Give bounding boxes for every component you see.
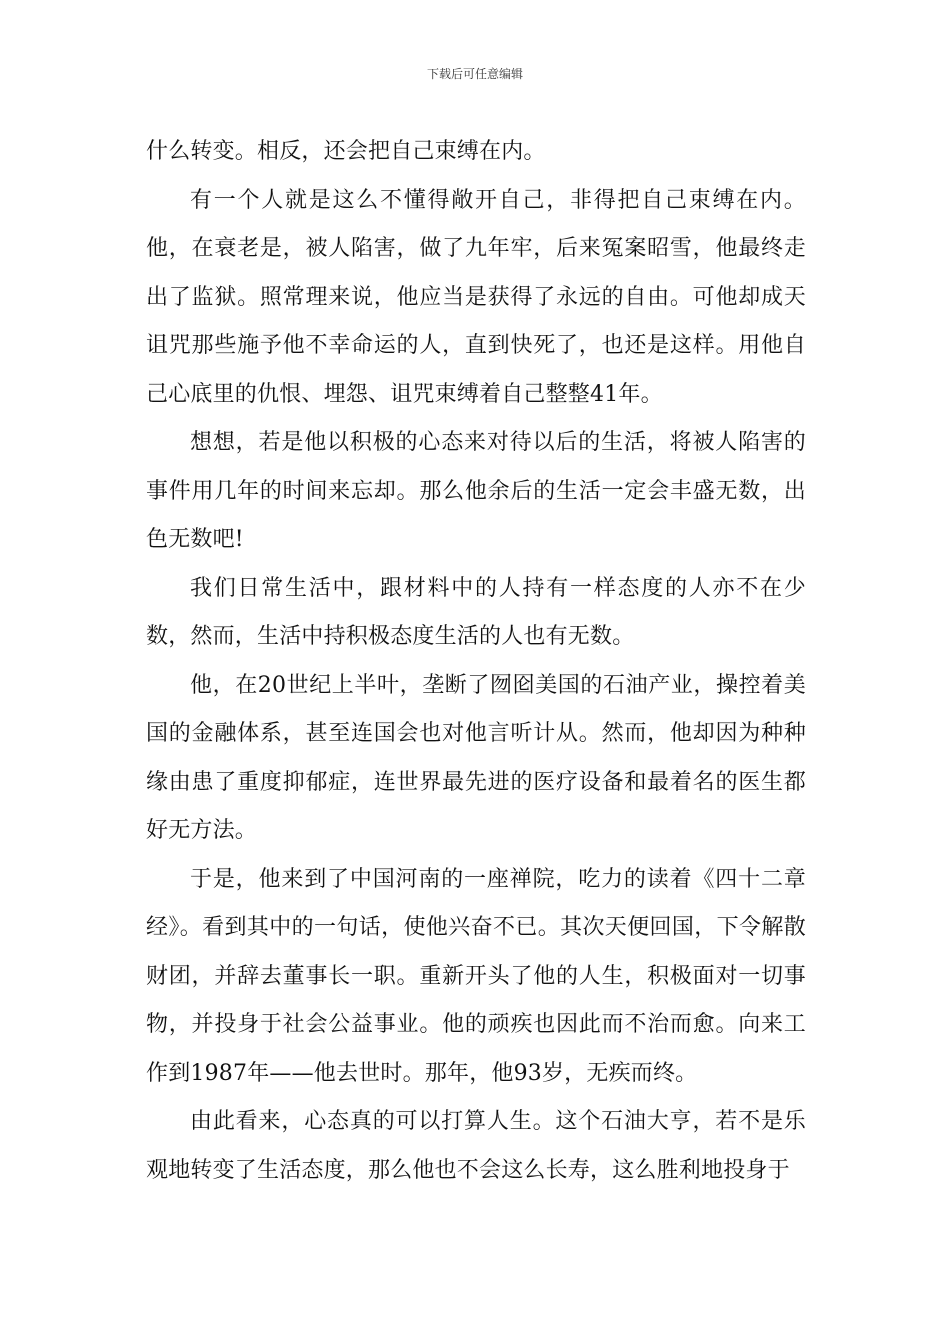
page-header-note: 下载后可任意编辑 — [426, 67, 523, 81]
paragraph: 想想，若是他以积极的心态来对待以后的生活，将被人陷害的事件用几年的时间来忘却。那么他余后的生活一定会丰盛无数，出色无数吧! — [146, 430, 806, 552]
document-body — [146, 128, 806, 1195]
paragraph: 有一个人就是这么不懂得敞开自己，非得把自己束缚在内。他，在衰老是，被人陷害，做了九年牢，后来冤案昭雪，他最终走出了监狱。照常理来说，他应当是获得了永远的自由。可他却成天诅咒那些施予他不幸命运的人，直到快死了，也还是这样。用他自己心底里的仇恨、埋怨、诅咒束缚着自己整整41年。 — [146, 187, 806, 407]
paragraph: 我们日常生活中，跟材料中的人持有一样态度的人亦不在少数，然而，生活中持积极态度生活的人也有无数。 — [146, 575, 806, 649]
paragraph: 由此看来，心态真的可以打算人生。这个石油大亨，若不是乐观地转变了生活态度，那么他也不会这么长寿，这么胜利地投身于 — [146, 1109, 806, 1183]
paragraph: 什么转变。相反，还会把自己束缚在内。 — [146, 139, 546, 164]
paragraph: 他，在20世纪上半叶，垄断了囫囵美国的石油产业，操控着美国的金融体系，甚至连国会也对他言听计从。然而，他却因为种种缘由患了重度抑郁症，连世界最先进的医疗设备和最着名的医生都好无方法。 — [146, 672, 806, 843]
paragraph: 于是，他来到了中国河南的一座禅院，吃力的读着《四十二章经》。看到其中的一句话，使他兴奋不已。其次天便回国，下令解散财团，并辞去董事长一职。重新开头了他的人生，积极面对一切事物，并投身于社会公益事业。他的顽疾也因此而不治而愈。向来工作到1987年——他去世时。那年，他93岁，无疾而终。 — [146, 866, 806, 1086]
